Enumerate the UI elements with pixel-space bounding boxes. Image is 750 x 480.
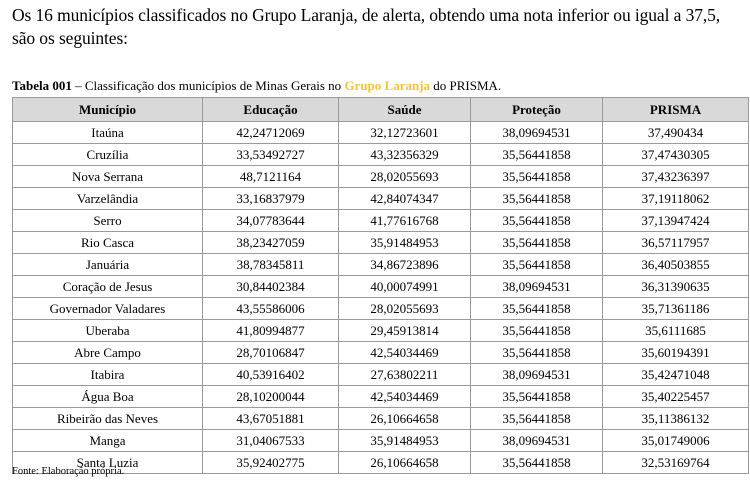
header-protecao: Proteção	[471, 98, 603, 122]
cell-protecao: 35,56441858	[471, 320, 603, 342]
cell-saude: 28,02055693	[339, 298, 471, 320]
cell-municipio: Ribeirão das Neves	[13, 408, 203, 430]
cell-prisma: 35,11386132	[603, 408, 749, 430]
cell-prisma: 35,71361186	[603, 298, 749, 320]
cell-prisma: 36,57117957	[603, 232, 749, 254]
cell-municipio: Varzelândia	[13, 188, 203, 210]
table-row	[13, 342, 749, 364]
table-row	[13, 408, 749, 430]
cell-municipio: Abre Campo	[13, 342, 203, 364]
cell-prisma: 37,43236397	[603, 166, 749, 188]
cell-municipio: Coração de Jesus	[13, 276, 203, 298]
cell-educacao: 40,53916402	[203, 364, 339, 386]
cell-municipio: Serro	[13, 210, 203, 232]
cell-municipio: Governador Valadares	[13, 298, 203, 320]
cell-prisma: 37,13947424	[603, 210, 749, 232]
cell-educacao: 41,80994877	[203, 320, 339, 342]
cell-educacao: 28,10200044	[203, 386, 339, 408]
cell-municipio: Itabira	[13, 364, 203, 386]
cell-protecao: 35,56441858	[471, 342, 603, 364]
table-row	[13, 364, 749, 386]
cell-protecao: 35,56441858	[471, 232, 603, 254]
cell-saude: 43,32356329	[339, 144, 471, 166]
cell-municipio: Rio Casca	[13, 232, 203, 254]
cell-municipio: Uberaba	[13, 320, 203, 342]
table-row	[13, 430, 749, 452]
cell-prisma: 35,01749006	[603, 430, 749, 452]
table-row	[13, 144, 749, 166]
cell-protecao: 35,56441858	[471, 452, 603, 474]
cell-prisma: 37,47430305	[603, 144, 749, 166]
cell-prisma: 36,40503855	[603, 254, 749, 276]
header-municipio: Município	[13, 98, 203, 122]
cell-municipio: Santa Luzia	[13, 452, 203, 474]
cell-educacao: 42,24712069	[203, 122, 339, 144]
table-row	[13, 210, 749, 232]
cell-protecao: 38,09694531	[471, 364, 603, 386]
header-saude: Saúde	[339, 98, 471, 122]
intro-paragraph: Os 16 municípios classificados no Grupo Laranja, de alerta, obtendo uma nota inferior ou igual a 37,5, são os seguintes:	[12, 5, 721, 48]
cell-saude: 42,54034469	[339, 342, 471, 364]
cell-educacao: 38,78345811	[203, 254, 339, 276]
cell-educacao: 34,07783644	[203, 210, 339, 232]
cell-municipio: Manga	[13, 430, 203, 452]
cell-prisma: 32,53169764	[603, 452, 749, 474]
cell-saude: 42,84074347	[339, 188, 471, 210]
cell-educacao: 48,7121164	[203, 166, 339, 188]
table-row	[13, 122, 749, 144]
cell-educacao: 38,23427059	[203, 232, 339, 254]
cell-protecao: 38,09694531	[471, 122, 603, 144]
cell-educacao: 35,92402775	[203, 452, 339, 474]
caption-text-before: – Classificação dos municípios de Minas Gerais no	[71, 78, 345, 93]
table-row	[13, 232, 749, 254]
cell-prisma: 37,490434	[603, 122, 749, 144]
cell-municipio: Januária	[13, 254, 203, 276]
classification-table	[12, 97, 749, 474]
table-row	[13, 320, 749, 342]
caption-label: Tabela 001	[12, 78, 72, 93]
cell-saude: 35,91484953	[339, 430, 471, 452]
cell-saude: 35,91484953	[339, 232, 471, 254]
cell-educacao: 31,04067533	[203, 430, 339, 452]
cell-prisma: 35,6111685	[603, 320, 749, 342]
table-body	[13, 122, 749, 474]
header-educacao: Educação	[203, 98, 339, 122]
cell-municipio: Água Boa	[13, 386, 203, 408]
cell-saude: 40,00074991	[339, 276, 471, 298]
cell-educacao: 43,67051881	[203, 408, 339, 430]
cell-saude: 28,02055693	[339, 166, 471, 188]
cell-protecao: 35,56441858	[471, 254, 603, 276]
cell-saude: 29,45913814	[339, 320, 471, 342]
table-header-row	[13, 98, 749, 122]
table-row	[13, 188, 749, 210]
cell-protecao: 35,56441858	[471, 144, 603, 166]
table-caption	[12, 78, 742, 94]
header-prisma: PRISMA	[603, 98, 749, 122]
cell-saude: 41,77616768	[339, 210, 471, 232]
table-row	[13, 298, 749, 320]
cell-protecao: 35,56441858	[471, 210, 603, 232]
cell-protecao: 35,56441858	[471, 298, 603, 320]
cell-municipio: Itaúna	[13, 122, 203, 144]
cell-prisma: 37,19118062	[603, 188, 749, 210]
cell-saude: 32,12723601	[339, 122, 471, 144]
cell-protecao: 38,09694531	[471, 276, 603, 298]
cell-educacao: 30,84402384	[203, 276, 339, 298]
cell-saude: 42,54034469	[339, 386, 471, 408]
cell-municipio: Cruzília	[13, 144, 203, 166]
cell-saude: 26,10664658	[339, 408, 471, 430]
cell-prisma: 35,40225457	[603, 386, 749, 408]
cell-municipio: Nova Serrana	[13, 166, 203, 188]
cell-saude: 26,10664658	[339, 452, 471, 474]
cell-educacao: 33,53492727	[203, 144, 339, 166]
table-row	[13, 386, 749, 408]
cell-protecao: 38,09694531	[471, 430, 603, 452]
cell-educacao: 33,16837979	[203, 188, 339, 210]
table-row	[13, 166, 749, 188]
caption-text-after: do PRISMA.	[430, 78, 502, 93]
cell-prisma: 36,31390635	[603, 276, 749, 298]
source-note: Fonte: Elaboração própria.	[12, 466, 125, 477]
cell-protecao: 35,56441858	[471, 166, 603, 188]
cell-protecao: 35,56441858	[471, 188, 603, 210]
caption-highlight: Grupo Laranja	[344, 78, 431, 93]
cell-protecao: 35,56441858	[471, 386, 603, 408]
cell-prisma: 35,42471048	[603, 364, 749, 386]
cell-saude: 27,63802211	[339, 364, 471, 386]
cell-protecao: 35,56441858	[471, 408, 603, 430]
cell-saude: 34,86723896	[339, 254, 471, 276]
cell-educacao: 28,70106847	[203, 342, 339, 364]
cell-prisma: 35,60194391	[603, 342, 749, 364]
table-row	[13, 276, 749, 298]
table-row	[13, 254, 749, 276]
cell-educacao: 43,55586006	[203, 298, 339, 320]
